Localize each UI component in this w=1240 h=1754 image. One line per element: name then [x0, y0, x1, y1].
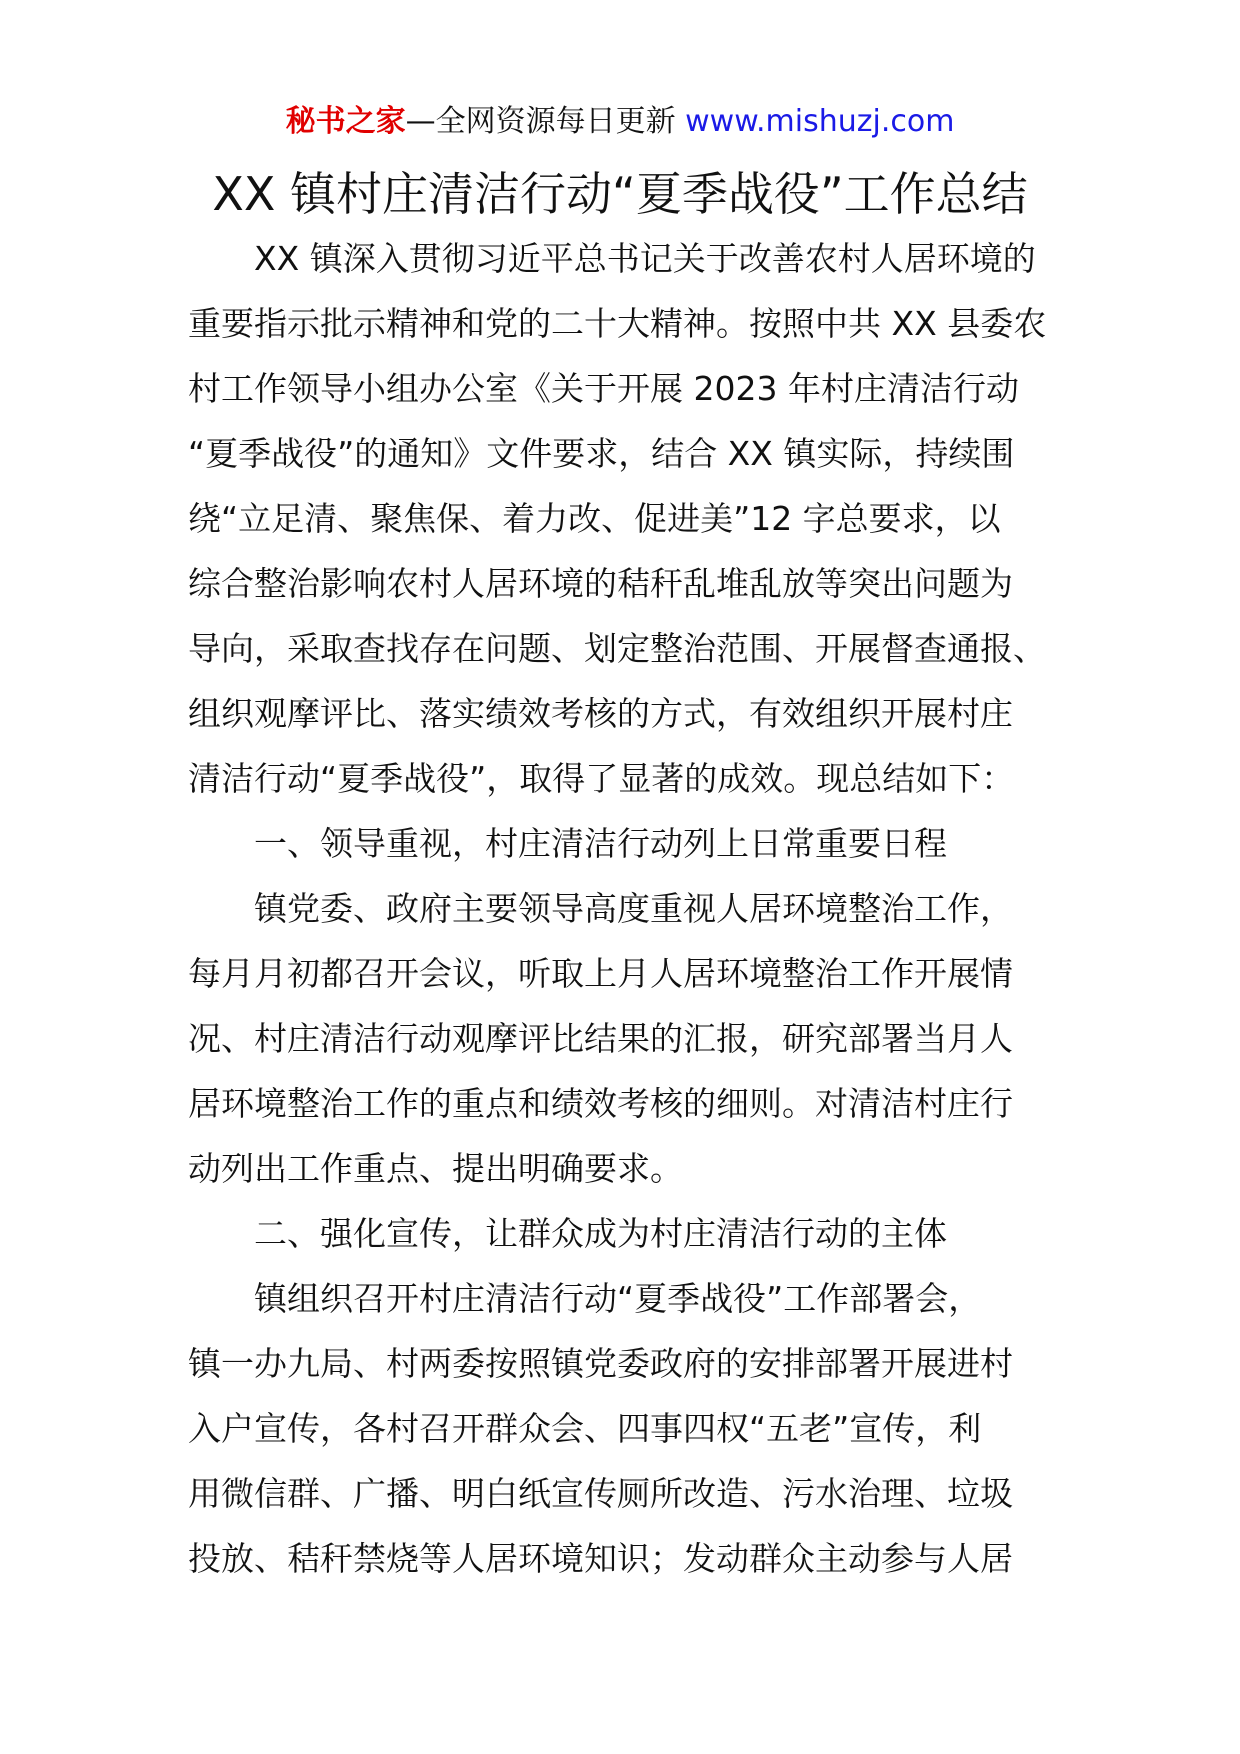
text-line: 村工作领导小组办公室《关于开展 2023 年村庄清洁行动: [188, 369, 1019, 408]
text-line: “夏季战役”的通知》文件要求，结合 XX 镇实际，持续围: [188, 434, 1015, 473]
text-line: 每月月初都召开会议，听取上月人居环境整治工作开展情: [188, 954, 1013, 993]
text-line: 用微信群、广播、明白纸宣传厕所改造、污水治理、垃圾: [188, 1474, 1013, 1513]
heading-line: 二、强化宣传，让群众成为村庄清洁行动的主体: [254, 1214, 947, 1253]
text-line: 镇党委、政府主要领导高度重视人居环境整治工作，: [254, 889, 1013, 928]
text-line: 镇一办九局、村两委按照镇党委政府的安排部署开展进村: [188, 1344, 1013, 1383]
text-line: 综合整治影响农村人居环境的秸秆乱堆乱放等突出问题为: [188, 564, 1013, 603]
heading-line: 一、领导重视，村庄清洁行动列上日常重要日程: [254, 824, 947, 863]
text-line: XX 镇深入贯彻习近平总书记关于改善农村人居环境的: [254, 239, 1036, 278]
text-line: 绕“立足清、聚焦保、着力改、促进美”12 字总要求，以: [188, 499, 1001, 538]
paragraph-section-1: [188, 876, 1058, 1201]
text-line: 动列出工作重点、提出明确要求。: [188, 1149, 683, 1188]
text-line: 况、村庄清洁行动观摩评比结果的汇报，研究部署当月人: [188, 1019, 1013, 1058]
paragraph-section-2: [188, 1266, 1058, 1591]
text-line: 清洁行动“夏季战役”，取得了显著的成效。现总结如下：: [188, 759, 1015, 798]
text-line: 导向，采取查找存在问题、划定整治范围、开展督查通报、: [188, 629, 1046, 668]
text-line: 镇组织召开村庄清洁行动“夏季战役”工作部署会，: [254, 1279, 982, 1318]
site-header: [0, 100, 1240, 144]
text-line: 组织观摩评比、落实绩效考核的方式，有效组织开展村庄: [188, 694, 1013, 733]
text-line: 居环境整治工作的重点和绩效考核的细则。对清洁村庄行: [188, 1084, 1013, 1123]
document-body: [188, 226, 1058, 1591]
text-line: 投放、秸秆禁烧等人居环境知识；发动群众主动参与人居: [188, 1539, 1013, 1578]
section-heading-1: [188, 811, 1058, 876]
text-line: 入户宣传，各村召开群众会、四事四权“五老”宣传，利: [188, 1409, 982, 1448]
paragraph-intro: [188, 226, 1058, 811]
text-line: 重要指示批示精神和党的二十大精神。按照中共 XX 县委农: [188, 304, 1047, 343]
site-url-link[interactable]: www.mishuzj.com: [685, 104, 955, 139]
section-heading-2: [188, 1201, 1058, 1266]
brand-name: 秘书之家: [285, 104, 406, 139]
header-tagline: —全网资源每日更新: [405, 104, 676, 139]
document-title: XX 镇村庄清洁行动“夏季战役”工作总结: [212, 167, 1028, 221]
